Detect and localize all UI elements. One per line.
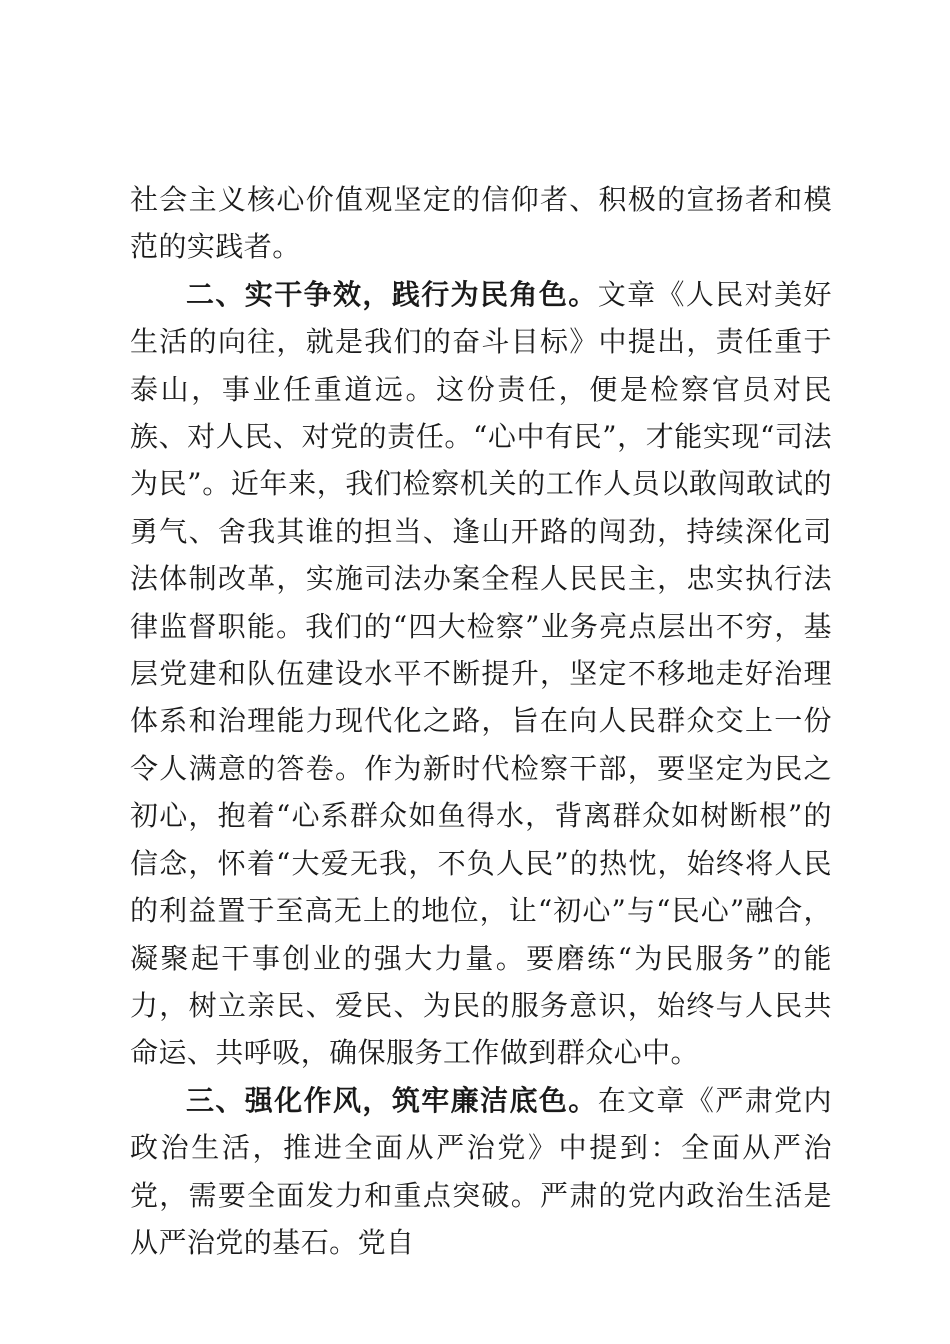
paragraph-text: 文章《人民对美好生活的向往，就是我们的奋斗目标》中提出，责任重于泰山，事业任重道远。这份责任，便是检察官员对民族、对人民、对党的责任。“心中有民”，才能实现“司法为民”。近年来，我们检察机关的工作人员以敢闯敢试的勇气、舍我其谁的担当、逢山开路的闯劲，持续深化司法体制改革，实施司法办案全程人民民主，忠实执行法律监督职能。我们的“四大检察”业务亮点层出不穷，基层党建和队伍建设水平不断提升，坚定不移地走好治理体系和治理能力现代化之路，旨在向人民群众交上一份令人满意的答卷。作为新时代检察干部，要坚定为民之初心，抱着“心系群众如鱼得水，背离群众如树断根”的信念，怀着“大爱无我，不负人民”的热忱，始终将人民的利益置于至高无上的地位，让“初心”与“民心”融合，凝聚起干事创业的强大力量。要磨练“为民服务”的能力，树立亲民、爱民、为民的服务意识，始终与人民共命运、共呼吸，确保服务工作做到群众心中。 xyxy=(130,277,832,1070)
paragraph-text: 在文章《严肃党内政治生活，推进全面从严治党》中提到：全面从严治党，需要全面发力和重点突破。严肃的党内政治生活是从严治党的基石。党自 xyxy=(130,1083,832,1259)
paragraph-section-two xyxy=(130,271,832,1077)
document-body xyxy=(130,176,832,1266)
section-heading-three: 三、强化作风，筑牢廉洁底色。 xyxy=(186,1083,598,1117)
paragraph-section-three xyxy=(130,1077,832,1267)
paragraph-continuation xyxy=(130,176,832,271)
section-heading-two: 二、实干争效，践行为民角色。 xyxy=(186,277,598,311)
paragraph-text: 社会主义核心价值观坚定的信仰者、积极的宣扬者和模范的实践者。 xyxy=(130,183,832,264)
